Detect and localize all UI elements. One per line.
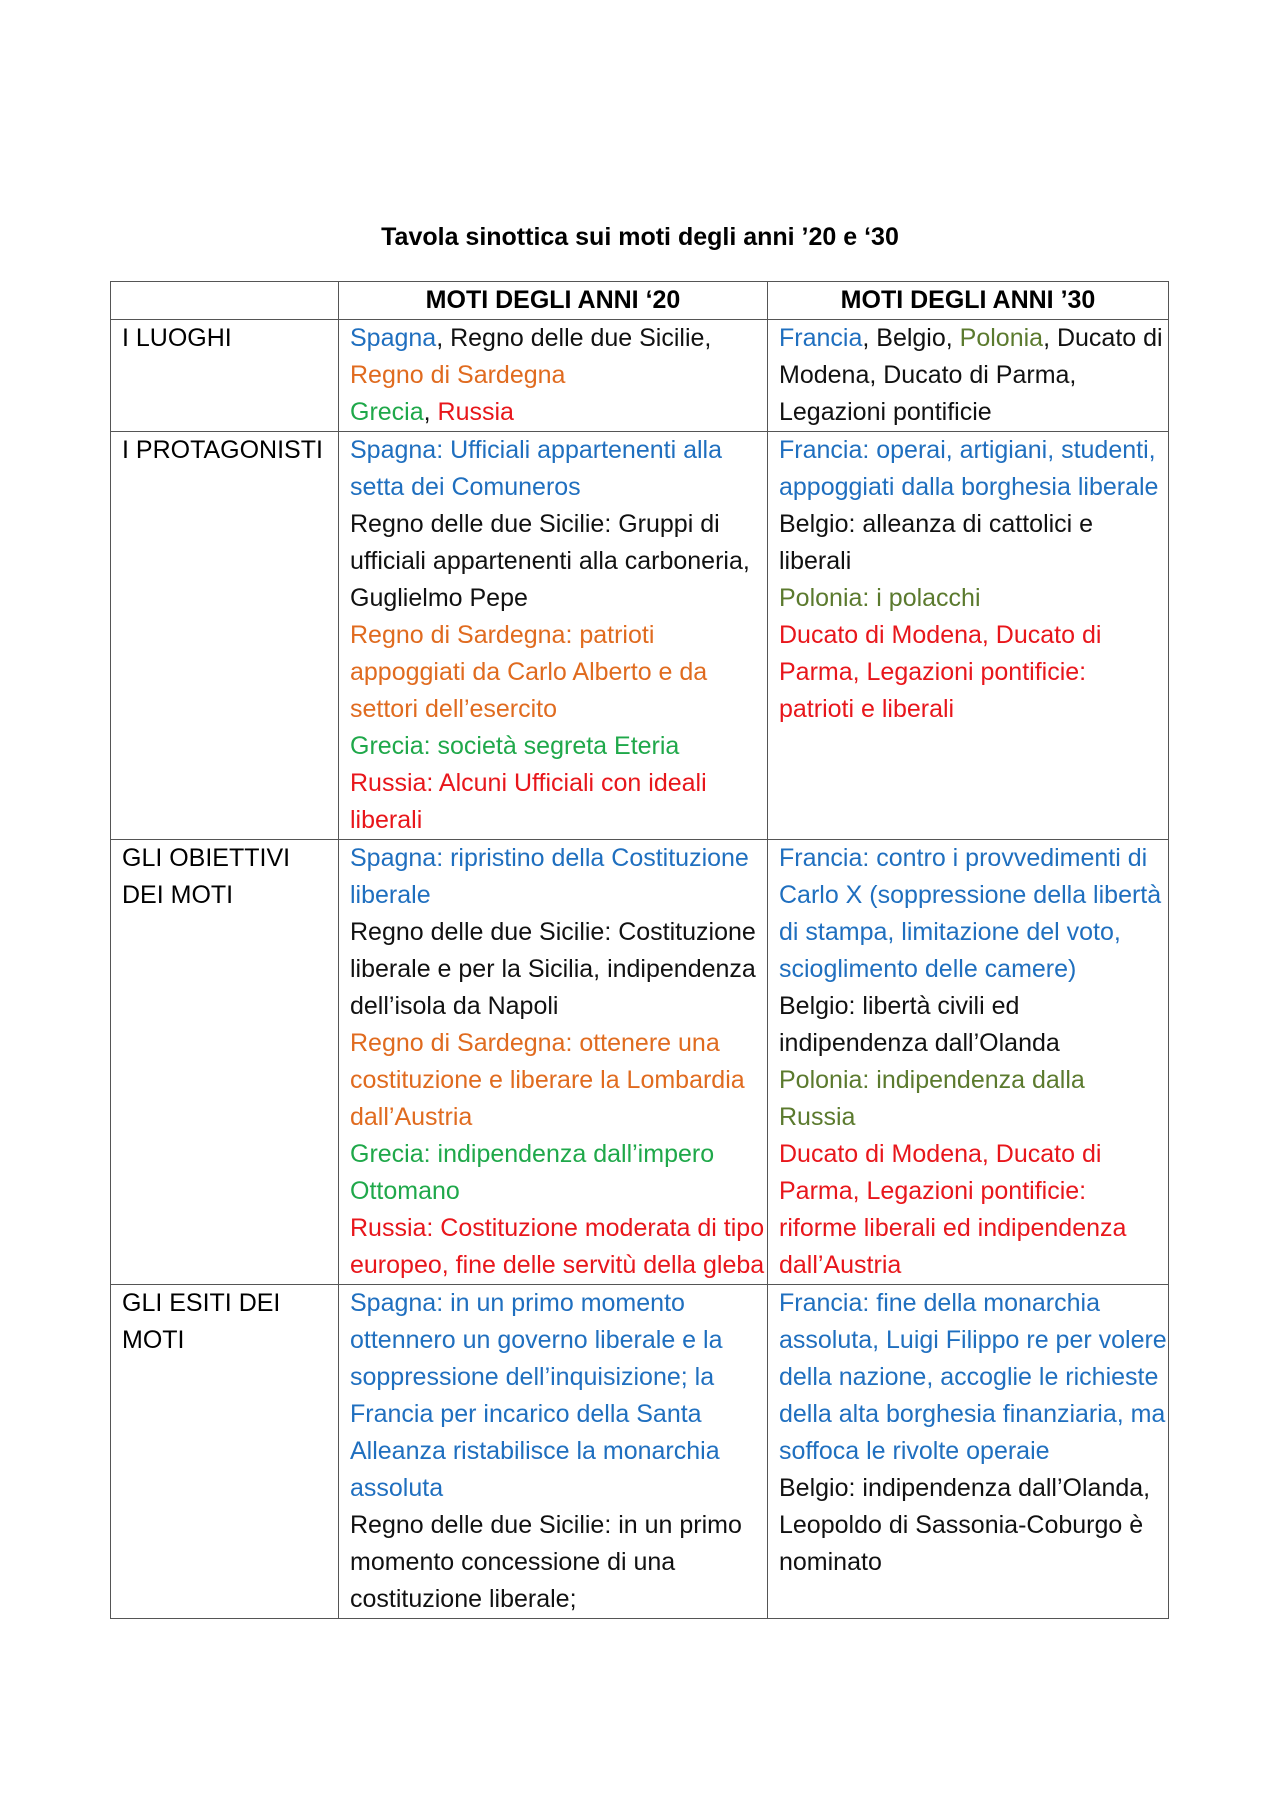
entry-grecia: Grecia: indipendenza dall’impero Ottomano [350,1140,715,1205]
entry-polonia: Polonia: i polacchi [779,584,981,612]
entry-belgio: Belgio: indipendenza dall’Olanda, Leopoldo di Sassonia-Coburgo è nominato [779,1474,1151,1576]
entry-due-sicilie: Regno delle due Sicilie: Costituzione liberale e per la Sicilia, indipendenza dell’isola da Napoli [350,918,756,1020]
entry-ducati: Ducato di Modena, Ducato di Parma, Legazioni pontificie: riforme liberali ed indipendenza dall’Austria [779,1140,1127,1279]
cell-esiti-anni-20 [339,1285,768,1619]
document-title: Tavola sinottica sui moti degli anni ’20 e ‘30 [381,223,899,251]
header-anni-20: MOTI DEGLI ANNI ‘20 [339,282,768,320]
entry-spagna: Spagna: in un primo momento ottennero un governo liberale e la soppressione dell’inquisizione; la Francia per incarico della Santa Alleanza ristabilisce la monarchia assoluta [350,1289,723,1502]
cell-luoghi-anni-30 [768,320,1169,432]
entry-due-sicilie: Regno delle due Sicilie: in un primo momento concessione di una costituzione liberale; [350,1511,742,1613]
row-label-esiti: GLI ESITI DEI MOTI [111,1285,339,1619]
row-label-obiettivi: GLI OBIETTIVI DEI MOTI [111,840,339,1285]
synoptic-table [110,281,1169,1619]
entry-francia: Francia: fine della monarchia assoluta, Luigi Filippo re per volere della nazione, accoglie le richieste della alta borghesia finanziaria, ma soffoca le rivolte operaie [779,1289,1167,1465]
place-russia: Russia [437,398,514,426]
cell-obiettivi-anni-30 [768,840,1169,1285]
place-separator: , Belgio, [862,324,960,352]
place-italian-states: , Ducato di Modena, Ducato di Parma, Legazioni pontificie [779,324,1163,426]
cell-obiettivi-anni-20 [339,840,768,1285]
header-anni-30: MOTI DEGLI ANNI ’30 [768,282,1169,320]
row-protagonisti [111,432,1169,840]
place-polonia: Polonia [959,324,1044,352]
row-label-protagonisti: I PROTAGONISTI [111,432,339,840]
entry-due-sicilie: Regno delle due Sicilie: Gruppi di ufficiali appartenenti alla carboneria, Guglielmo Pepe [350,510,750,612]
entry-francia: Francia: contro i provvedimenti di Carlo X (soppressione della libertà di stampa, limitazione del voto, scioglimento delle camere) [779,844,1162,983]
place-sardegna: Regno di Sardegna [350,361,566,389]
place-grecia: Grecia [350,398,424,426]
place-francia: Francia [779,324,863,352]
row-obiettivi [111,840,1169,1285]
row-luoghi [111,320,1169,432]
cell-luoghi-anni-20 [339,320,768,432]
row-label-luoghi: I LUOGHI [111,320,339,432]
entry-sardegna: Regno di Sardegna: ottenere una costituzione e liberare la Lombardia dall’Austria [350,1029,745,1131]
entry-spagna: Spagna: ripristino della Costituzione liberale [350,844,749,909]
entry-polonia: Polonia: indipendenza dalla Russia [779,1066,1085,1131]
entry-francia: Francia: operai, artigiani, studenti, appoggiati dalla borghesia liberale [779,436,1159,501]
entry-belgio: Belgio: libertà civili ed indipendenza dall’Olanda [779,992,1060,1057]
row-esiti [111,1285,1169,1619]
cell-protagonisti-anni-30 [768,432,1169,840]
header-empty-cell [111,282,339,320]
entry-belgio: Belgio: alleanza di cattolici e liberali [779,510,1094,575]
place-separator: , Regno delle due Sicilie, [436,324,712,352]
entry-ducati: Ducato di Modena, Ducato di Parma, Legazioni pontificie: patrioti e liberali [779,621,1102,723]
header-row [111,282,1169,320]
entry-spagna: Spagna: Ufficiali appartenenti alla setta dei Comuneros [350,436,723,501]
entry-russia: Russia: Costituzione moderata di tipo europeo, fine delle servitù della gleba [350,1214,765,1279]
entry-sardegna: Regno di Sardegna: patrioti appoggiati da Carlo Alberto e da settori dell’esercito [350,621,708,723]
place-separator: , [423,398,438,426]
cell-protagonisti-anni-20 [339,432,768,840]
cell-esiti-anni-30 [768,1285,1169,1619]
entry-russia: Russia: Alcuni Ufficiali con ideali liberali [350,769,707,834]
entry-grecia: Grecia: società segreta Eteria [350,732,680,760]
place-spagna: Spagna [350,324,437,352]
